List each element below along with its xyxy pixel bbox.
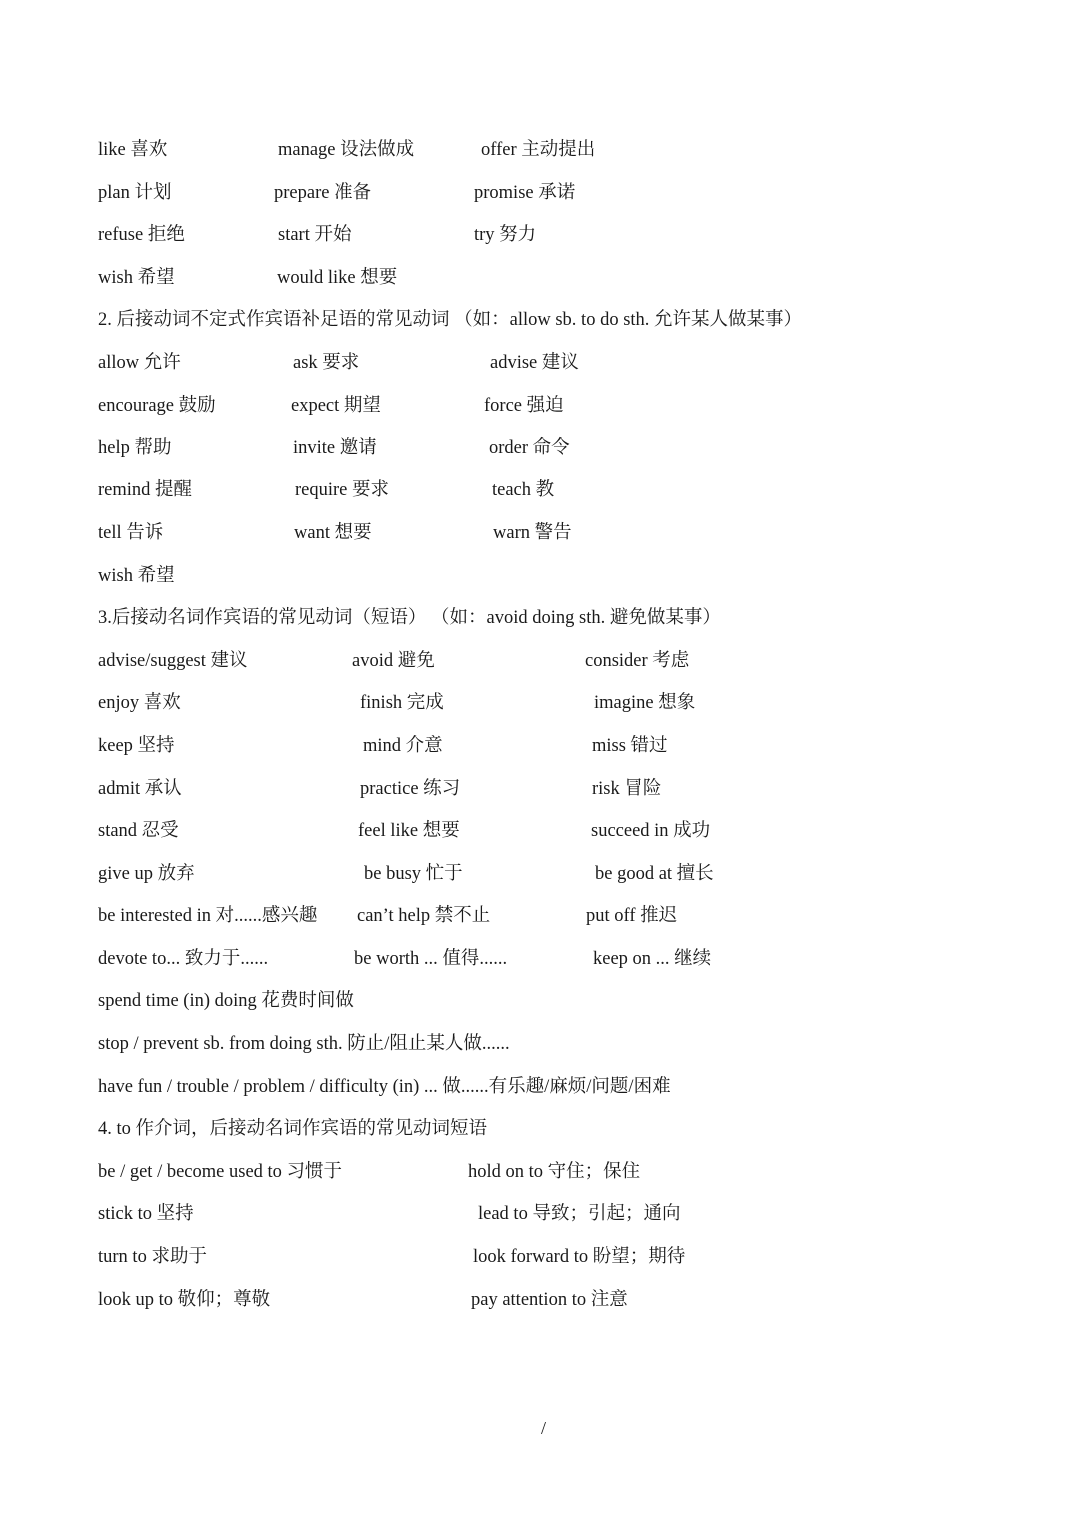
vocab-entry: order 命令 — [489, 438, 570, 458]
vocab-row — [0, 859, 1080, 889]
vocab-row — [0, 178, 1080, 208]
vocab-row — [0, 220, 1080, 250]
vocab-row — [0, 1199, 1080, 1229]
vocab-entry: allow 允许 — [98, 353, 181, 373]
vocab-row — [0, 774, 1080, 804]
vocab-row — [0, 518, 1080, 548]
vocab-row — [0, 688, 1080, 718]
vocab-entry: have fun / trouble / problem / difficulty (in) ... 做......有乐趣/麻烦/问题/困难 — [98, 1077, 671, 1097]
vocab-entry: stand 忍受 — [98, 821, 179, 841]
vocab-row — [0, 391, 1080, 421]
page-number: / — [541, 1418, 547, 1438]
vocab-entry: turn to 求助于 — [98, 1247, 207, 1267]
vocab-row — [0, 1285, 1080, 1315]
vocab-row — [0, 944, 1080, 974]
vocab-entry: look forward to 盼望；期待 — [473, 1247, 686, 1267]
vocab-entry: finish 完成 — [360, 693, 444, 713]
vocab-entry: risk 冒险 — [592, 779, 662, 799]
vocab-entry: can’t help 禁不止 — [357, 906, 491, 926]
vocab-entry: remind 提醒 — [98, 480, 193, 500]
vocab-entry: manage 设法做成 — [278, 140, 415, 160]
vocab-entry: feel like 想要 — [358, 821, 460, 841]
section-2-heading: 2. 后接动词不定式作宾语补足语的常见动词 （如：allow sb. to do sth. 允许某人做某事） — [98, 310, 803, 330]
vocab-row — [0, 1072, 1080, 1102]
vocab-entry: pay attention to 注意 — [471, 1290, 628, 1310]
vocab-entry: stick to 坚持 — [98, 1204, 194, 1224]
vocab-row — [0, 1029, 1080, 1059]
vocab-entry: prepare 准备 — [274, 183, 372, 203]
vocab-row — [0, 816, 1080, 846]
vocab-entry: would like 想要 — [277, 268, 398, 288]
vocab-entry: want 想要 — [294, 523, 372, 543]
vocab-entry: be good at 擅长 — [595, 864, 714, 884]
vocab-entry: refuse 拒绝 — [98, 225, 185, 245]
section-heading — [0, 603, 1080, 633]
vocab-entry: ask 要求 — [293, 353, 360, 373]
vocab-entry: miss 错过 — [592, 736, 668, 756]
vocab-entry: warn 警告 — [493, 523, 572, 543]
vocab-row — [0, 433, 1080, 463]
vocab-entry: teach 教 — [492, 480, 555, 500]
vocab-entry: plan 计划 — [98, 183, 172, 203]
vocab-entry: be interested in 对......感兴趣 — [98, 906, 318, 926]
vocab-row — [0, 901, 1080, 931]
section-3-heading: 3.后接动名词作宾语的常见动词（短语） （如：avoid doing sth. 避免做某事） — [98, 608, 721, 628]
vocab-entry: wish 希望 — [98, 566, 175, 586]
section-heading — [0, 305, 1080, 335]
vocab-row — [0, 475, 1080, 505]
vocab-entry: consider 考虑 — [585, 651, 690, 671]
vocab-entry: look up to 敬仰；尊敬 — [98, 1290, 271, 1310]
vocab-entry: require 要求 — [295, 480, 390, 500]
vocab-row — [0, 561, 1080, 591]
vocab-row — [0, 646, 1080, 676]
vocab-entry: invite 邀请 — [293, 438, 377, 458]
vocab-row — [0, 986, 1080, 1016]
vocab-entry: devote to... 致力于...... — [98, 949, 269, 969]
vocab-entry: mind 介意 — [363, 736, 443, 756]
vocab-entry: offer 主动提出 — [481, 140, 596, 160]
vocab-entry: enjoy 喜欢 — [98, 693, 181, 713]
vocab-entry: be worth ... 值得...... — [354, 949, 508, 969]
vocab-entry: encourage 鼓励 — [98, 396, 216, 416]
vocab-entry: spend time (in) doing 花费时间做 — [98, 991, 354, 1011]
vocab-entry: wish 希望 — [98, 268, 175, 288]
vocab-entry: imagine 想象 — [594, 693, 696, 713]
vocab-entry: tell 告诉 — [98, 523, 164, 543]
vocab-entry: practice 练习 — [360, 779, 461, 799]
vocab-entry: advise 建议 — [490, 353, 579, 373]
vocab-row — [0, 1242, 1080, 1272]
vocab-entry: avoid 避免 — [352, 651, 435, 671]
vocab-entry: help 帮助 — [98, 438, 172, 458]
vocab-entry: put off 推迟 — [586, 906, 678, 926]
vocab-entry: succeed in 成功 — [591, 821, 711, 841]
vocab-entry: force 强迫 — [484, 396, 564, 416]
vocab-entry: expect 期望 — [291, 396, 381, 416]
vocab-entry: stop / prevent sb. from doing sth. 防止/阻止某人做...... — [98, 1034, 510, 1054]
vocab-entry: try 努力 — [474, 225, 537, 245]
vocab-entry: keep on ... 继续 — [593, 949, 712, 969]
vocab-entry: admit 承认 — [98, 779, 182, 799]
vocab-entry: give up 放弃 — [98, 864, 195, 884]
vocab-entry: promise 承诺 — [474, 183, 576, 203]
vocab-entry: lead to 导致；引起；通向 — [478, 1204, 681, 1224]
section-heading — [0, 1114, 1080, 1144]
vocab-row — [0, 263, 1080, 293]
vocab-entry: be busy 忙于 — [364, 864, 463, 884]
vocab-row — [0, 348, 1080, 378]
vocab-row — [0, 135, 1080, 165]
vocab-entry: keep 坚持 — [98, 736, 175, 756]
vocab-entry: advise/suggest 建议 — [98, 651, 248, 671]
section-4-heading: 4. to 作介词，后接动名词作宾语的常见动词短语 — [98, 1119, 488, 1139]
vocab-entry: start 开始 — [278, 225, 352, 245]
vocab-entry: be / get / become used to 习惯于 — [98, 1162, 343, 1182]
vocab-row — [0, 731, 1080, 761]
vocab-entry: hold on to 守住；保住 — [468, 1162, 641, 1182]
vocab-entry: like 喜欢 — [98, 140, 168, 160]
vocab-row — [0, 1157, 1080, 1187]
